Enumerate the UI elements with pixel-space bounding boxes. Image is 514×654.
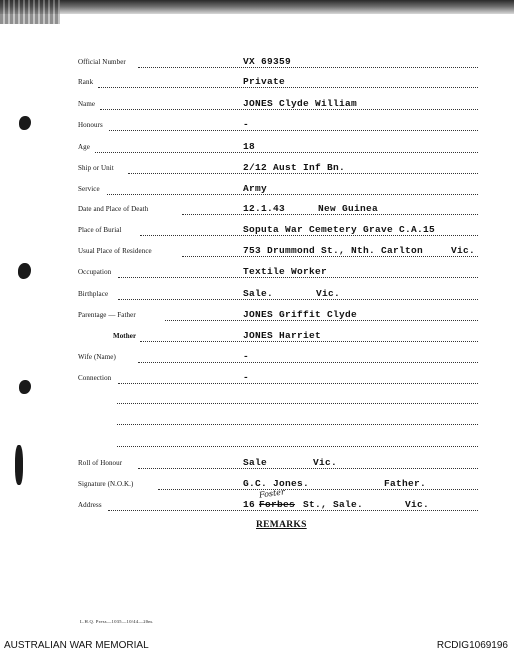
field-date-place-of-death [0, 203, 514, 217]
field-ship-or-unit [0, 162, 514, 176]
field-value-rest: St., Sale. [303, 499, 364, 510]
field-value: G.C. Jones. [243, 478, 310, 489]
dotted-line [108, 510, 478, 511]
field-value-struck: Forbes [259, 499, 296, 510]
field-label: Signature (N.O.K.) [78, 480, 134, 488]
field-label: Date and Place of Death [78, 205, 149, 213]
field-name [0, 98, 514, 112]
field-label: Age [78, 143, 90, 151]
field-honours [0, 119, 514, 133]
field-roll-of-honour [0, 457, 514, 471]
field-value-secondary: New Guinea [318, 203, 379, 214]
field-label: Wife (Name) [78, 353, 116, 361]
field-place-of-burial [0, 224, 514, 238]
field-value: 18 [243, 141, 256, 152]
field-label: Ship or Unit [78, 164, 114, 172]
field-value: JONES Harriet [243, 330, 322, 341]
field-usual-residence [0, 245, 514, 259]
dotted-line [100, 109, 478, 110]
field-label: Occupation [78, 268, 112, 276]
field-parentage-father [0, 309, 514, 323]
field-occupation [0, 266, 514, 280]
dotted-line [109, 130, 478, 131]
field-value: JONES Griffit Clyde [243, 309, 358, 320]
field-parentage-mother [0, 330, 514, 344]
field-value-secondary: Vic. [316, 288, 341, 299]
field-label: Place of Burial [78, 226, 122, 234]
field-label: Official Number [78, 58, 126, 66]
field-birthplace [0, 288, 514, 302]
scan-top-border [0, 0, 514, 14]
record-id: RCDIG1069196 [436, 640, 508, 651]
field-label: Mother [113, 332, 137, 340]
dotted-line [118, 277, 478, 278]
field-service [0, 183, 514, 197]
dotted-line [118, 299, 478, 300]
field-label: Usual Place of Residence [78, 247, 152, 255]
field-value: Sale. [243, 288, 274, 299]
field-value: 16 [243, 499, 256, 510]
remarks-heading: REMARKS [256, 520, 307, 530]
dotted-line [138, 362, 478, 363]
dotted-line [118, 383, 478, 384]
field-label: Honours [78, 121, 103, 129]
field-value: - [243, 351, 250, 362]
dotted-line [140, 341, 478, 342]
field-value: Sale [243, 457, 268, 468]
scan-top-edge-artifact [0, 0, 60, 24]
dotted-line [138, 67, 478, 68]
archive-name: AUSTRALIAN WAR MEMORIAL [4, 640, 149, 651]
field-value: 753 Drummond St., Nth. Carlton [243, 245, 424, 256]
field-value-secondary: Father. [384, 478, 427, 489]
field-label: Parentage — Father [78, 311, 136, 319]
field-wife-name [0, 351, 514, 365]
dotted-line [140, 235, 478, 236]
field-value: Private [243, 76, 286, 87]
dotted-line [128, 173, 478, 174]
blank-line [117, 424, 478, 425]
field-label: Birthplace [78, 290, 109, 298]
field-value-secondary: Vic. [405, 499, 430, 510]
blank-line [117, 446, 478, 447]
field-official-number [0, 56, 514, 70]
dotted-line [165, 320, 478, 321]
field-label: Roll of Honour [78, 459, 123, 467]
field-value-secondary: Vic. [313, 457, 338, 468]
dotted-line [95, 152, 478, 153]
dotted-line [107, 194, 478, 195]
field-connection [0, 372, 514, 386]
field-value: Textile Worker [243, 266, 328, 277]
dotted-line [158, 489, 478, 490]
field-address [0, 499, 514, 513]
field-value: Soputa War Cemetery Grave C.A.15 [243, 224, 436, 235]
field-value: VX 69359 [243, 56, 292, 67]
field-label: Address [78, 501, 102, 509]
field-age [0, 141, 514, 155]
field-label: Rank [78, 78, 94, 86]
dotted-line [98, 87, 478, 88]
blank-line [117, 403, 478, 404]
field-label: Name [78, 100, 96, 108]
dotted-line [182, 214, 478, 215]
form-code: L.H.Q. Press—1035—10/44—20m. [80, 619, 154, 624]
dotted-line [138, 468, 478, 469]
field-value: JONES Clyde William [243, 98, 358, 109]
field-rank [0, 76, 514, 90]
field-value: - [243, 119, 250, 130]
field-label: Service [78, 185, 100, 193]
field-value: 12.1.43 [243, 203, 286, 214]
field-value: Army [243, 183, 268, 194]
field-value: 2/12 Aust Inf Bn. [243, 162, 346, 173]
field-signature-nok [0, 478, 514, 492]
field-value: - [243, 372, 250, 383]
dotted-line [182, 256, 478, 257]
handwritten-correction: Foster [258, 487, 286, 500]
field-label: Connection [78, 374, 112, 382]
field-value-secondary: Vic. [451, 245, 476, 256]
